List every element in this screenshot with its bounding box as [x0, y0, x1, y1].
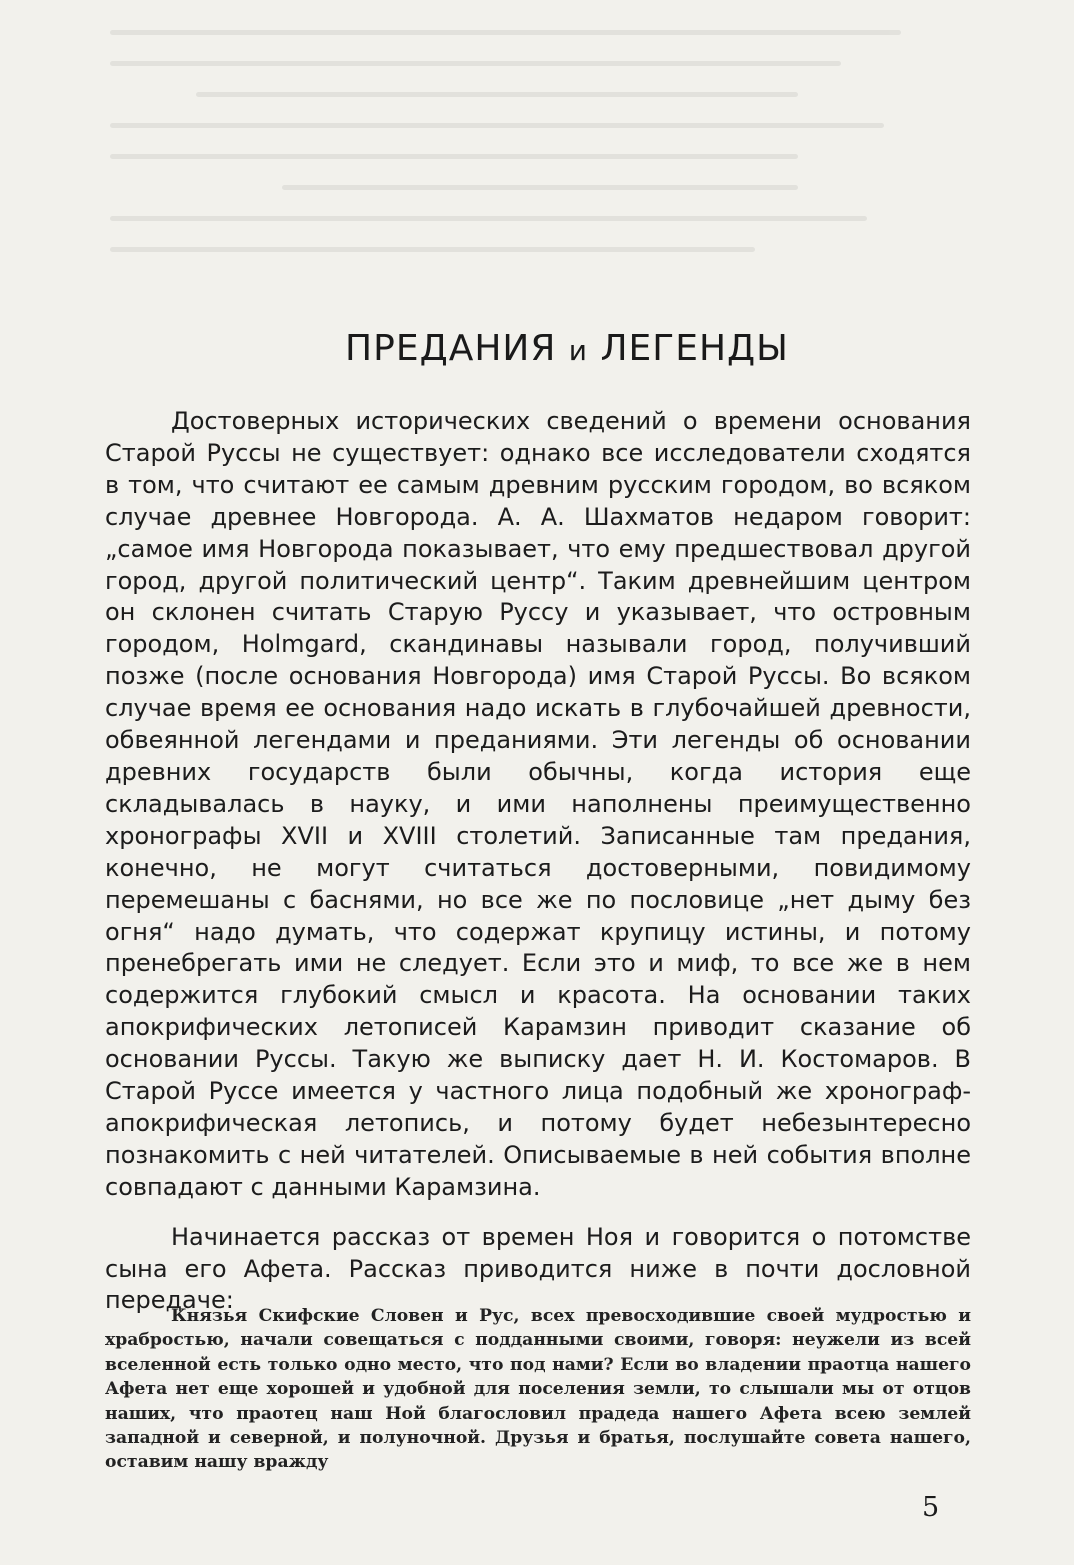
quote-text: Князья Скифские Словен и Рус, всех превосходившие своей мудростью и храбростью, начали совещаться с подданными своими, говоря: неужели из всей вселенной есть только одно место, что под нами? Если во владении праотца нашего Афета нет еще хорошей и удобной для поселения земли, то слышали мы от отцов наших, что праотец наш Ной благословил прадеда нашего Афета всею землей западной и северной, и полуночной. Друзья и братья, послушайте совета нашего, оставим нашу вражду	[105, 1306, 971, 1473]
title-part-1: ПРЕДАНИЯ	[345, 328, 557, 369]
title-connector: и	[568, 334, 588, 367]
main-text	[105, 406, 971, 1317]
page-title	[30, 328, 1074, 369]
page-number: 5	[922, 1492, 940, 1523]
chronicle-quote	[105, 1304, 971, 1475]
paragraph-1: Достоверных исторических сведений о времени основания Старой Руссы не существует: однако все исследователи сходятся в том, что считают ее самым древним русским городом, во всяком случае древнее Новгорода. А. А. Шахматов недаром говорит: „самое имя Новгорода показывает, что ему предшествовал другой город, другой политический центр“. Таким древнейшим центром он склонен считать Старую Руссу и указывает, что островным городом, Holmgard, скандинавы называли город, получивший позже (после основания Новгорода) имя Старой Руссы. Во всяком случае время ее основания надо искать в глубочайшей древности, обвеянной легендами и преданиями. Эти легенды об основании древних государств были обычны, когда история еще складывалась в науку, и ими наполнены преимущественно хронографы XVII и XVIII столетий. Записанные там предания, конечно, не могут считаться достоверными, повидимому перемешаны с баснями, но все же по пословице „нет дыму без огня“ надо думать, что содержат крупицу истины, и потому пренебрегать ими не следует. Если это и миф, то все же в нем содержится глубокий смысл и красота. На основании таких апокрифических летописей Карамзин приводит сказание об основании Руссы. Такую же выписку дает Н. И. Костомаров. В Старой Руссе имеется у частного лица подобный же хронограф-апокрифическая летопись, и потому будет небезынтересно познакомить с ней читателей. Описываемые в ней события вполне совпадают с данными Карамзина.	[105, 407, 971, 1201]
title-part-2: ЛЕГЕНДЫ	[600, 328, 789, 369]
paragraph-2: Начинается рассказ от времен Ноя и говорится о потомстве сына его Афета. Рассказ приводится ниже в почти дословной передаче:	[105, 1222, 971, 1315]
reverse-side-bleed	[110, 30, 970, 310]
